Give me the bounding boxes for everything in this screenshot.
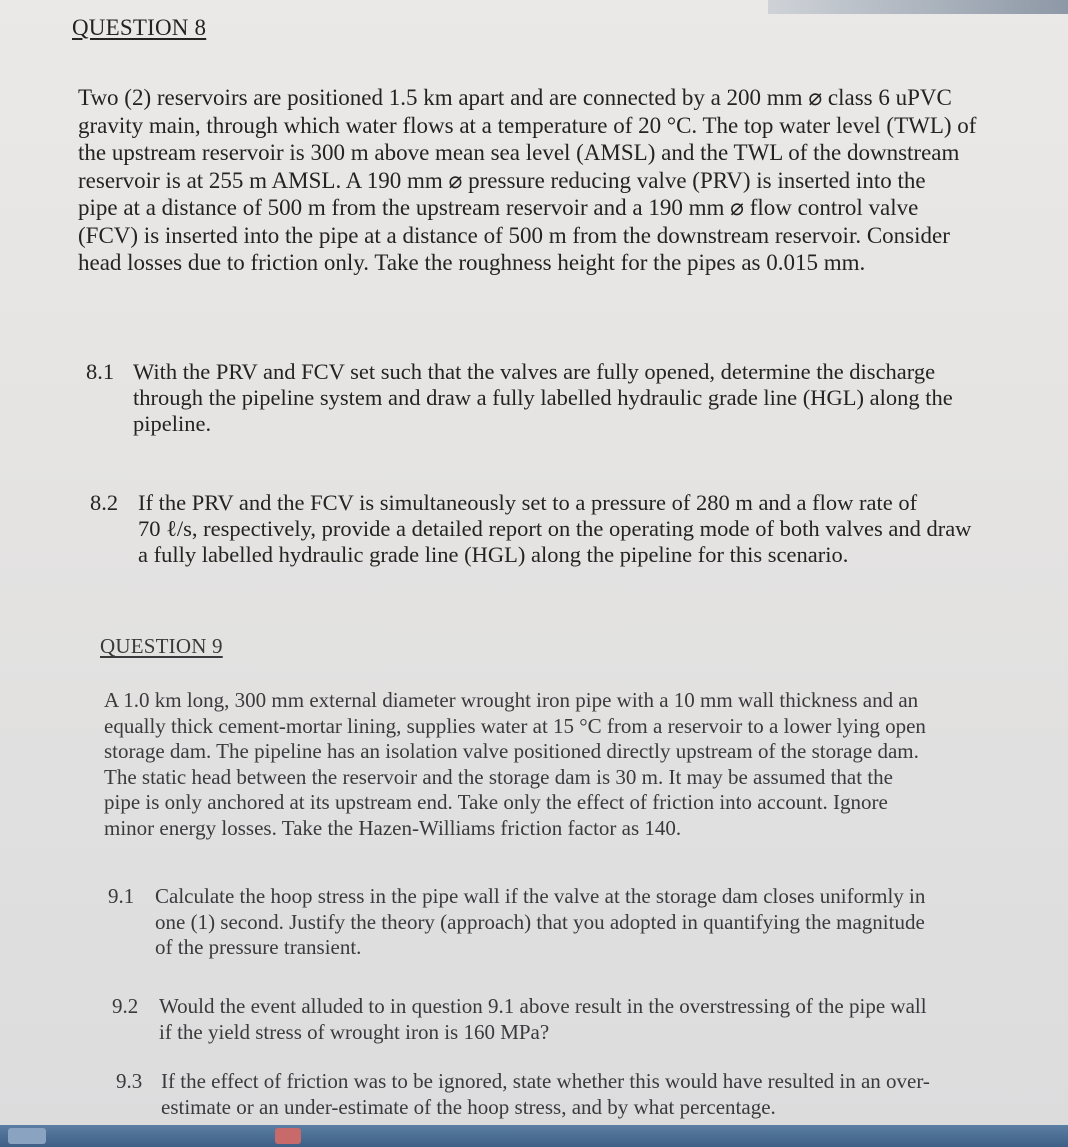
- text-line: pipe is only anchored at its upstream end. Take only the effect of friction into account. Ignore: [104, 790, 888, 814]
- text-line: (FCV) is inserted into the pipe at a distance of 500 m from the downstream reservoir. Consider: [78, 222, 950, 248]
- text-line: pipeline.: [133, 411, 212, 436]
- text-line: 70 ℓ/s, respectively, provide a detailed report on the operating mode of both valves and draw: [138, 516, 972, 541]
- text-line: estimate or an under-estimate of the hoop stress, and by what percentage.: [161, 1094, 776, 1119]
- start-button-icon[interactable]: [8, 1128, 46, 1144]
- text-line: of the pressure transient.: [155, 935, 362, 959]
- question-8-intro: [78, 84, 976, 277]
- text-line: through the pipeline system and draw a fully labelled hydraulic grade line (HGL) along the: [133, 385, 953, 410]
- text-line: If the effect of friction was to be ignored, state whether this would have resulted in an over-: [161, 1069, 930, 1093]
- text-line: If the PRV and the FCV is simultaneously set to a pressure of 280 m and a flow rate of: [138, 490, 918, 515]
- item-number: 8.2: [90, 490, 119, 515]
- text-line: minor energy losses. Take the Hazen-Williams friction factor as 140.: [104, 815, 682, 840]
- text-line: Two (2) reservoirs are positioned 1.5 km apart and are connected by a 200 mm ⌀ class 6 uPVC: [78, 85, 952, 110]
- item-number: 9.3: [116, 1069, 143, 1093]
- text-line: one (1) second. Justify the theory (approach) that you adopted in quantifying the magnitude: [155, 909, 925, 934]
- item-body: [133, 359, 953, 437]
- app-icon[interactable]: [275, 1128, 301, 1144]
- window-edge-bar: [768, 0, 1068, 14]
- item-number: 9.2: [112, 994, 139, 1018]
- question-8-heading: QUESTION 8: [72, 15, 207, 40]
- question-9-3: [116, 1069, 1016, 1123]
- text-line: equally thick cement-mortar lining, supplies water at 15 °C from a reservoir to a lower lying open: [104, 713, 926, 738]
- question-9-2: [112, 994, 1012, 1050]
- text-line: reservoir is at 255 m AMSL. A 190 mm ⌀ pressure reducing valve (PRV) is inserted into the: [78, 167, 926, 193]
- question-9-heading: QUESTION 9: [100, 634, 223, 658]
- text-line: A 1.0 km long, 300 mm external diameter wrought iron pipe with a 10 mm wall thickness and an: [104, 688, 919, 712]
- item-body: [159, 994, 927, 1045]
- text-line: pipe at a distance of 500 m from the upstream reservoir and a 190 mm ⌀ flow control valve: [78, 195, 919, 220]
- text-line: The static head between the reservoir and the storage dam is 30 m. It may be assumed that the: [104, 764, 893, 789]
- question-8-1: [86, 359, 1016, 449]
- text-line: storage dam. The pipeline has an isolation valve positioned directly upstream of the storage dam.: [104, 739, 919, 763]
- item-body: [138, 490, 971, 568]
- text-line: gravity main, through which water flows at a temperature of 20 °C. The top water level (TWL) of: [78, 112, 977, 138]
- text-line: Calculate the hoop stress in the pipe wall if the valve at the storage dam closes uniformly in: [155, 884, 926, 908]
- item-body: [161, 1069, 930, 1120]
- text-line: head losses due to friction only. Take the roughness height for the pipes as 0.015 mm.: [78, 250, 866, 275]
- text-line: Would the event alluded to in question 9.1 above result in the overstressing of the pipe wall: [159, 994, 927, 1018]
- text-line: if the yield stress of wrought iron is 160 MPa?: [159, 1019, 550, 1044]
- question-9-1: [108, 884, 1008, 964]
- question-8-2: [90, 490, 1020, 580]
- text-line: With the PRV and FCV set such that the valves are fully opened, determine the discharge: [133, 359, 936, 384]
- text-line: the upstream reservoir is 300 m above mean sea level (AMSL) and the TWL of the downstream: [78, 140, 960, 165]
- question-9-intro: [104, 688, 926, 841]
- item-number: 9.1: [108, 884, 135, 908]
- text-line: a fully labelled hydraulic grade line (HGL) along the pipeline for this scenario.: [138, 542, 849, 567]
- item-body: [155, 884, 925, 961]
- item-number: 8.1: [86, 359, 115, 384]
- taskbar: [0, 1125, 1068, 1147]
